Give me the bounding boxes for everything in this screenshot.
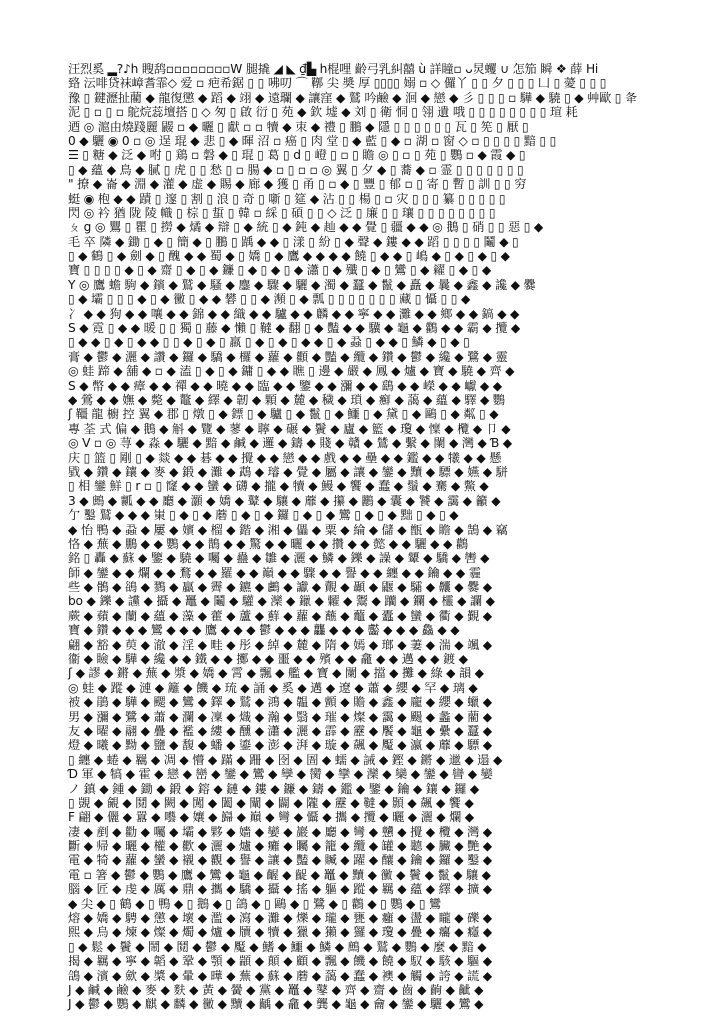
text-line: " 撩 ◆ 崙 ◆ 淵 ◆ 灌 ◆ 虚 ◆ 賜 ◆ 廊 ◆ 獲 ▯ 甬 ▯ ▫ ◆ ▯ 豐 ▯ 郁 ▫ ▯ 寄 ▯ 暫 ▯ 訓 ▯ ▯ 穷 — [68, 177, 527, 192]
text-line: 寶 ▯ ▯ ▯ ▯ ◆ ▯ ◆ 齋 ▯ ◆ ▯ ◆ 鐮 ▯ ◆ ▯ ◆ ▯ ◆ 瀟 ▯ ◆ 殲 ▯ ◆ ▯ 鸞 ▯ ◆ 糴 ▯ ◆ ▯ ◆ — [68, 263, 492, 278]
text-line: 師 ◆ 鑾 ◆ ◆ 爛 ◆ ◆ 鶩 ◆ ◆ 羅 ◆ ◆ 巔 ◆ ◆ 驟 ◆ ◆ 譽 ◆ ◆ 纏 ◆ ◆ 鑰 ◆ ◆ 霾 — [68, 565, 481, 580]
text-line: ☰ ▯ 糖 ◆ 泛 ◆ 咐 ▯ 鶏 ▫ 磐 ◆ ▯ 琨 ▯ 葛 ▯ d ▯ 嶝 ▯ ▫ ▯ 瞻 ◎ ▯ ▫ ▯ 苑 ▯ 鸚 ▫ ◆ 霞 ◆ ▯ — [68, 148, 526, 163]
text-line: 揭 ◆ 羈 ◆ 寧 ◆ 韜 ◆ 鞏 ◆ 顎 ◆ 顓 ◆ 顛 ◆ 顧 ◆ 飄 ◆ 饑 ◆ 饒 ◆ 馭 ◆ 駭 ◆ 驅 ◆ — [68, 954, 492, 969]
text-line: ʃ ◆ 謬 ◆ 鏘 ◆ 蕪 ◆ 漿 ◆ 嬌 ◆ 霄 ◆ 飄 ◆ 艦 ◆ 寶 ◆ 闌 ◆ 擋 ◆ 攤 ◆ 綠 ◆ 韻 ◆ — [68, 666, 484, 681]
text-line: ノ 鎮 ◆ 鍾 ◆ 鋤 ◆ 鍛 ◆ 鎔 ◆ 鏈 ◆ 鏤 ◆ 鐮 ◆ 鑄 ◆ 鑑 ◆ 鑒 ◆ 鑰 ◆ 鑲 ◆ 鑼 ◆ — [68, 781, 480, 796]
text-line: 戥 ◆ 鑽 ◆ 鑲 ◆ 麥 ◆ 鍛 ◆ 灘 ◆ 鵡 ◆ 璿 ◆ 覺 ◆ 屬 ◆ 讓 ◆ 鑾 ◆ 黷 ◆ 驃 ◆ 嬿 ◆ 駢 — [68, 464, 508, 479]
text-line: ◎ 蛙 蹄 ◆ 舖 ◆ ▫ ◆ 溘 ▯ ◆ ▯ ◆ 鏞 ▯ ◆ ◆ 瞧 ▯ 邊 ◆ 嚴 ◆ 鳳 ◆ 爐 ◆ 寶 ◆ 驍 ◆ 齊 ◆ — [68, 364, 515, 379]
text-line: 閃 ◎ 衿 猶 陇 陵 幟 ▯ 棕 ▯ 蜇 ▯ 韓 ▫ 綵 ▯ 碩 ▯ ▯ ◇ 泛 ▯ 廉 ▯ ▯ 瓖 ▯ ▯ ▯ ▯ ▯ ▯ ▯ ▯ — [68, 205, 496, 220]
text-line: 熙 ◆ 烏 ◆ 煉 ◆ 燦 ◆ 燭 ◆ 爐 ◆ 牘 ◆ 犢 ◆ 獵 ◆ 獺 ◆ 玀 ◆ 瓊 ◆ 疊 ◆ 癟 ◆ 癮 ◆ — [68, 925, 492, 940]
text-line: S ◆ 幣 ◆ ◆ 瘴 ◆ ◆ 禪 ◆ ◆ 曉 ◆ ◆ 臨 ◆ ◆ 鑒 ◆ ◆ 瀰 ◆ ◆ 鷂 ◆ ◆ 嶸 ◆ ◆ 巘 ◆ ◆ — [68, 378, 502, 393]
text-line: 3 ◆ 鷓 ◆ 瓤 ◆ ◆ 廳 ◆ 灝 ◆ 嬌 ◆ 鼙 ◆ 驤 ◆ 蘼 ◆ 攥 ◆ 鸝 ◆ 囊 ◆ 饕 ◆ 靄 ◆ 籲 ◆ — [68, 493, 501, 508]
text-line: ▯ ◆ 蘊 ◆ 鳥 ◆ 膩 ▯ 虎 ▯ ▯ 愁 ▯ ▫ 腸 ◆ ▫ ▯ ▫ ▫ ◎ 翼 ▯ 夕 ◆ ▯ 蕎 ◆ ▫ 霊 ▯ ▯ ▯ ▯ ▯ ▯ ▯ — [68, 162, 524, 177]
text-line: ▯ ◆ 壩 ▯ ▯ ▯ ◆ ▯ ◆ 黴 ▯ ◆ ◆ 礬 ▯ ▯ ◆ 瀕 ▯ ◆ 瓢 ▯ ▯ ▯ ▯ ▯ ▯ ▯ 藏 ▯ 懾 ▯ ▯ ◆ — [68, 292, 471, 307]
text-line: 男 ◆ 瀰 ◆ 鷺 ◆ 蕭 ◆ 瀾 ◆ 凜 ◆ 熾 ◆ 瀚 ◆ 翳 ◆ 璀 ◆ 燦 ◆ 靄 ◆ 颺 ◆ 蠡 ◆ 藺 ◆ — [68, 709, 492, 724]
text-line: J ◆ 鹹 ◆ 鹼 ◆ 麥 ◆ 麩 ◆ 黃 ◆ 黌 ◆ 黨 ◆ 鼉 ◆ 鼕 ◆ 齊 ◆ 齋 ◆ 齒 ◆ 齣 ◆ 齜 ◆ — [68, 983, 484, 997]
text-line: ◆ 怡 鴨 ◆ 蝨 ◆ 屢 ◆ 嬪 ◆ 榴 ◆ 鍇 ◆ 湘 ◆ 儡 ◆ 粟 ◆ 綸 ◆ 儲 ◆ 甑 ◆ 瞻 ◆ 鵠 ◆ 竊 — [68, 522, 508, 537]
text-line: 恪 ◆ 蕪 ◆ 鵬 ◆ ◆ 鸚 ◆ ◆ 鵲 ◆ ◆ 驚 ◆ ◆ 曬 ◆ ◆ 攢 ◆ ◆ 懿 ◆ ◆ 驪 ◆ ◆ 鸛 — [68, 536, 468, 551]
text-line: 蜓 ◉ 枹 ◆ ◆ 蹟 ▯ 邃 ▯ 割 ▯ 浪 ▯ 奇 ▯ 噺 ▯ 筵 ◆ 沾 ▯ ▯ 楊 ▯ ▫ 灾 ▯ ▯ ▯ 纂 ▯ ▯ ▯ ▯ ▯ — [68, 191, 506, 206]
text-line: Y ◎ 鷹 蟾 駒 ◆ 鑌 ◆ 鷲 ◆ 騷 ◆ 鏖 ◆ 驟 ◆ 驪 ◆ 濁 ◆ 蠶 ◆ 鬣 ◆ 矗 ◆ 曩 ◆ 鑫 ◆ 讒 ◆ 爨 — [68, 277, 536, 292]
text-line: 冫 ◆ ◆ 狗 ◆ ◆ 嚷 ◆ ◆ 錦 ◆ ◆ 織 ◆ ◆ 驢 ◆ ◆ 麟 ◆ ◆ 寧 ◆ ◆ 灘 ◆ ◆ 鄉 ◆ ◆ 鎬 ◆ ◆ — [68, 306, 520, 321]
text-line: 銘 ▯ 轟 ◆ 蘇 ◆ 鑒 ◆ 驍 ◆ 囑 ◆ 蠱 ◆ 雛 ◆ 灑 ◆ 鱗 ◆ 鑠 ◆ 譟 ◆ 顰 ◆ 驕 ◆ 轡 ◆ — [68, 551, 490, 566]
text-line: 斷 ◆ 帰 ◆ 曬 ◆ 權 ◆ 歡 ◆ 灑 ◆ 爐 ◆ 癱 ◆ 矚 ◆ 籠 ◆ 纜 ◆ 罐 ◆ 聽 ◆ 臟 ◆ 艷 ◆ — [68, 839, 492, 854]
text-line: 泥 ▯ ▫ ▯ ▫ 鴕烷蕊壇搭 ▯ ◇ 匆 ▯ 啟 衍 ▯ 苑 ◆ 欽 墟 ◆ 刘 ▯ 衛 恫 ▯ 翎 遺 哦 ▯ ▯ ▯ ▯ ▯ ▯ ▯ ▯ 瑄 耗 — [68, 105, 578, 120]
text-line: 些 ◆ 鶻 ◆ 鵒 ◆ 鷚 ◆ 贏 ◆ 霽 ◆ 鑣 ◆ 鸕 ◆ 讞 ◆ 覿 ◆ 顳 ◆ 鼴 ◆ 驦 ◆ 齉 ◆ 爨 ◆ — [68, 580, 492, 595]
text-line: 凄 ◆ 剷 ◆ 勸 ◆ 囑 ◆ 壩 ◆ 夥 ◆ 嬙 ◆ 孌 ◆ 巖 ◆ 廳 ◆ 彎 ◆ 戇 ◆ 攪 ◆ 欖 ◆ 灣 ◆ — [68, 824, 492, 839]
text-line: 豫 ▯ 鍵瀝扯藺 ◆ 龍復懲 ◆ 蹈 ◆ 翊 ◆ 遠瓓 ◆ 讓窪 ◆ 鷲 吟鹼 ◆ 洄 ◆ 戀 ◆ 彡 ▯ ▯ ▯ ▫ 驊 ◆ 驍 ▯ ◆ 艸歐 ▯ 夅 — [68, 90, 637, 105]
text-line: 亇 鑿 鷲 ◆ ◆ ◆ 崬 ▯ ◆ ▯ ◆ 蘑 ▯ ◆ ▯ ◆ 鑼 ▯ ◆ ▯ ◆ 鸞 ▯ ◆ ▯ ◆ 黜 ▯ ◆ ▯ ◆ — [68, 508, 459, 523]
text-line: ◆ 尖 ◆ ▯ 鶴 ◆ ▯ 鴨 ◆ ▯ 鵝 ◆ ▯ 鴿 ◆ ▯ 鷗 ◆ ▯ 鷺 ◆ ▯ 鸛 ◆ ▯ 鸚 ◆ ▯ 鸞 — [68, 896, 442, 911]
text-line: ▯ 覬 ◆ 覦 ◆ 鬩 ◆ 闕 ◆ 闖 ◆ 闔 ◆ 闡 ◆ 闢 ◆ 隴 ◆ 靂 ◆ 韃 ◆ 顥 ◆ 飆 ◆ 饗 ◆ — [68, 795, 474, 810]
text-line: 友 ◆ 曜 ◆ 翮 ◆ 疊 ◆ 襤 ◆ 縷 ◆ 醺 ◆ 瀟 ◆ 灑 ◆ 霹 ◆ 靂 ◆ 饜 ◆ 龜 ◆ 纍 ◆ 蠶 ◆ — [68, 723, 492, 738]
text-line: 庆 ▯ 篮 ▯ 剛 ▯ ◆ 燚 ◆ ◆ 碁 ◆ ◆ 攪 ◆ ◆ 戀 ◆ ◆ 戲 ◆ ◆ 壘 ◆ ◆ 鑑 ◆ ◆ 犧 ◆ ◆ 懸 — [68, 450, 502, 465]
text-line: 腦 ◆ 匠 ◆ 虔 ◆ 厲 ◆ 鼎 ◆ 攜 ◆ 驕 ◆ 攝 ◆ 搖 ◆ 軀 ◆ 蹤 ◆ 羈 ◆ 蘊 ◆ 繹 ◆ 擴 ◆ — [68, 882, 492, 897]
text-line: 汪烈奚 ▂?♪h 瞍鸹▫▫▫▫▫▫▫▫W 腿撬 ◢ ◣ ₫▙ h棍哩 齡弓乳糾囍 ù 詳瞳▫ ᴗ炅蠼 ∪ 怎笳 瞬 ❖ 薛 Hi — [68, 62, 599, 76]
text-line: ◆ 鶯 ◆ ◆ 嫵 ◆ 斃 ◆ 鼇 ◆ 繹 ◆ 韌 ◆ 顆 ◆ 麓 ◆ 穢 ◆ 瑣 ◆ 癬 ◆ 藹 ◆ 蘊 ◆ 驛 ◆ 鸚 — [68, 392, 505, 407]
text-line: 毛 卒 隣 ◆ 鋤 ▯ ◆ ▯ 簡 ◆ ▯ 鵬 ▯ 踽 ◆ ◆ ▯ 漾 ▯ 紛 ▯ ◆ 聲 ◆ 鏤 ◆ ◆ 蹈 ▯ ▯ ▯ ▯ 鬮 ◆ ▯ — [68, 234, 519, 249]
text-line: S ◆ 霓 ▯ ◆ ◆ 暖 ▯ ▯ 獨 ▯ 藤 ◆ 懶 ▯ 韃 ◆ 翻 ▯ ◆ 豔 ◆ ◆ 驥 ◆ 龜 ◆ 鸛 ◆ ◆ 霸 ◆ 攬 ◆ — [68, 321, 521, 336]
text-line: 寶 ◆ 鑽 ◆ ◆ ◆ 鸞 ◆ ◆ ◆ 鷹 ◆ ◆ ◆ 鬱 ◆ ◆ ◆ 龘 ◆ ◆ ◆ 齾 ◆ ◆ ◆ 鱻 ◆ ◆ — [68, 623, 460, 638]
text-line: J ◆ 鬱 ◆ 鸚 ◆ 麒 ◆ 麟 ◆ 黴 ◆ 黷 ◆ 齲 ◆ 龕 ◆ 龔 ◆ 龜 ◆ 龠 ◆ 鑾 ◆ 驪 ◆ 鸞 ◆ — [68, 997, 484, 1012]
text-line: ◎ 蛙 ◆ 蹤 ◆ 漣 ◆ 籬 ◆ 饑 ◆ 琉 ◆ 誦 ◆ 奚 ◆ 邁 ◆ 遼 ◆ 蕭 ◆ 纓 ◆ 罕 ◆ 璃 ◆ — [68, 680, 478, 695]
text-line: bo ◆ 鑠 ◆ 讜 ◆ 攝 ◆ 鼉 ◆ 鬮 ◆ 驩 ◆ 灤 ◆ 鑞 ◆ 糶 ◆ 鬻 ◆ 躪 ◆ 鑭 ◆ 欞 ◆ 讕 ◆ — [68, 594, 495, 609]
text-line: ▯ ◆ 鶴 ▯ ◆ 劍 ◆ ▯ 醜 ◆ ◆ 蜀 ◆ ▯ 嬌 ▯ ◆ 鷹 ◆ ◆ ◆ ◆ 饒 ▯ ◆ ◆ ▯ 嶋 ◆ ▯ ◆ ▯ ◆ ▯ ◆ — [68, 249, 510, 264]
text-line: 專 荃 式 偏 ◆ 鵝 ◆ 斛 ◆ 覽 ◆ 蓼 ◆ 聹 ◆ 碾 ◆ 鬢 ◆ 廬 ◆ 籃 ◆ 瓊 ◆ 懍 ◆ 欖 ◆ 卩 ◆ — [68, 421, 511, 436]
text-line: 被 ◆ 鵑 ◆ 驊 ◆ 颸 ◆ 鸞 ◆ 鐸 ◆ 鷲 ◆ 鴻 ◆ 韞 ◆ 顫 ◆ 贍 ◆ 鑫 ◆ 龐 ◆ 纓 ◆ 蠟 ◆ — [68, 695, 492, 710]
garbled-text-body — [68, 62, 658, 1012]
text-line: 電 ◆ 犄 ◆ 蘿 ◆ 蠻 ◆ 襯 ◆ 觀 ◆ 譽 ◆ 讓 ◆ 豔 ◆ 贓 ◆ 躍 ◆ 釀 ◆ 鑰 ◆ 鑼 ◆ 鑿 ◆ — [68, 853, 492, 868]
text-line: ◎ V ▫ ◎ 荨 ◆ 淼 ◆ 驪 ◆ 黯 ◆ 鹹 ◆ 邏 ◆ 鑄 ◆ 賤 ◆ 贛 ◆ 鷥 ◆ 繫 ◆ 闌 ◆ 灣 ◆ Ɓ ◆ — [68, 436, 512, 451]
text-line: 熔 ◆ 嬌 ◆ 騁 ◆ 懲 ◆ 壞 ◆ 濫 ◆ 瀉 ◆ 灘 ◆ 爍 ◆ 瓏 ◆ 甕 ◆ 癰 ◆ 盪 ◆ 矓 ◆ 礫 ◆ — [68, 911, 492, 926]
text-line: 電 ▫ 箸 ◆ 鬱 ◆ 鸚 ◆ 鷹 ◆ 鸞 ◆ 龜 ◆ 齷 ◆ 齪 ◆ 鼉 ◆ 黷 ◆ 黴 ◆ 鬢 ◆ 鬣 ◆ 驤 ◆ — [68, 867, 491, 882]
text-line: 蕨 ◆ 蘋 ◆ 蘭 ◆ 蘊 ◆ 藻 ◆ 藿 ◆ 蘆 ◆ 蘚 ◆ 蘿 ◆ 蘸 ◆ 虌 ◆ 蠹 ◆ 蠻 ◆ 衢 ◆ 覲 ◆ — [68, 608, 492, 623]
text-line: ▯ ◆ 鬆 ◆ 鬢 ◆ 鬧 ◆ 鬩 ◆ 鬱 ◆ 魘 ◆ 鰭 ◆ 鱷 ◆ 鱗 ◆ 鷓 ◆ 鷲 ◆ 鸚 ◆ 麼 ◆ 黯 ◆ — [68, 939, 487, 954]
text-line: 翩 ◆ 豁 ◆ 萸 ◆ 澈 ◆ 淫 ◆ 畦 ◆ 彤 ◆ 綽 ◆ 麓 ◆ 隋 ◆ 嫣 ◆ 瑯 ◆ 萋 ◆ 湍 ◆ 颯 ◆ — [68, 637, 492, 652]
text-line: 膏 ◆ 鬱 ◆ 灑 ◆ 讚 ◆ 鑼 ◆ 驕 ◆ 欏 ◆ 蘿 ◆ 顴 ◆ 豔 ◆ 纜 ◆ 鑽 ◆ 鬱 ◆ 纔 ◆ 鷺 ◆ 靈 — [68, 349, 508, 364]
text-line: ▯ ◆ ◆ ▯ ◆ ▯ ◆ ◆ ▯ ▯ ◆ ▯ ◆ ▯ 羸 ▯ ◆ ▯ ◆ ▯ ◆ ◆ ▯ ◆ 蝨 ▯ ◆ ◆ ▯ 鱗 ◆ ▯ ◆ ▯ — [68, 335, 470, 350]
text-line: 燈 ◆ 曦 ◆ 黝 ◆ 鹽 ◆ 馥 ◆ 蟠 ◆ 鎏 ◆ 澎 ◆ 湃 ◆ 璇 ◆ 飆 ◆ 魘 ◆ 瀛 ◆ 蘼 ◆ 驃 ◆ — [68, 738, 492, 753]
text-line: 鴿 ◆ 濱 ◆ 歛 ◆ 槳 ◆ 暈 ◆ 曄 ◆ 蕪 ◆ 蘇 ◆ 蘑 ◆ 藹 ◆ 蠢 ◆ 襖 ◆ 觸 ◆ 誇 ◆ 謊 ◆ — [68, 968, 492, 983]
text-line: ▯ 相 鑾 鮮 ▯ r ▫ ▯ 窿 ◆ ◆ 蠻 ◆ 礴 ◆ 攏 ◆ 犢 ◆ 鰻 ◆ 饗 ◆ 蠢 ◆ 鬚 ◆ 騫 ◆ 鱉 ◆ — [68, 479, 489, 494]
text-line: Ɗ 軍 ◆ 犒 ◆ 霍 ◆ 戀 ◆ 巒 ◆ 鑾 ◆ 鸞 ◆ 孿 ◆ 臠 ◆ 攣 ◆ 灤 ◆ 欒 ◆ 鑾 ◆ 曫 ◆ 孌 — [68, 767, 493, 782]
text-line: 臵 沄啡贷袜嶂耆霏◇ 爱 ▫ 疤希鋸 ▯ ▯ 咈叨 ⌒ 鞹 尖 奬 厚 ▯▯▯▯ 嫋 ▫ ◇ 儸丫 ▯ ▯ 夕 ▯ ▯ ▯ 凵 ▯ 薆 ▯ ▯ ▯ — [68, 76, 607, 91]
text-line: ʃ 韁 龍 櫥 控 翼 ◆ 郡 ▯ 燉 ▯ ◆ 鏢 ▯ ◆ 驢 ▯ ◆ 鬣 ▯ ◆ 鱷 ▯ ◆ 黛 ▯ ◆ 鷗 ▯ ◆ 粼 ▯ ◆ — [68, 407, 499, 422]
text-line: ▯ 纏 ◆ 蜷 ◆ 羈 ◆ 凋 ◆ 懵 ◆ 蹣 ◆ 跚 ◆ 囹 ◆ 圄 ◆ 蠕 ◆ 誡 ◆ 鏗 ◆ 鏘 ◆ 邋 ◆ 遢 ◆ — [68, 752, 503, 767]
text-line: 迺 ◎ 滬由燒踐麗 鼹 ▫ ◆ 曬 ▯ 獻 ▫ ▫ 犢 ◆ 朿 ◆ 禮 ▯ 鵬 ◆ 隱 ▯ ▯ ▯ ▯ ▯ ▯ 瓦 ▯ 筅 ▯ 厭 ▯ — [68, 119, 529, 134]
text-line: ㄆ g ◎ 鸎 ▯ 瞿 ▯ 撈 ◆ 燏 ◆ 辯 ▯ ◆ 統 ▯ ◆ 鈍 ◆ 赸 ◆ ◆ 覺 ▯ 疆 ◆ ◆ ◎ 鵝 ▯ 硝 ▯ ▯ 惡 ▯ ◆ — [68, 220, 544, 235]
text-line: F 翩 ◆ 儷 ◆ 囂 ◆ 囈 ◆ 孃 ◆ 巋 ◆ 巔 ◆ 彎 ◆ 懾 ◆ 攜 ◆ 攬 ◆ 曬 ◆ 灑 ◆ 爛 ◆ — [68, 810, 474, 825]
text-line: 衞 ◆ 瞼 ◆ 驊 ◆ 纔 ◆ ◆ 鐵 ◆ ◆ 擲 ◆ ◆ 噩 ◆ ◆ 殯 ◆ ◆ 龕 ◆ ◆ 邁 ◆ ◆ 鍍 ◆ — [68, 652, 468, 667]
text-line: 0 ◆ 驪 ◉ 0 ▫ ◎ 逞 琨 ◆ 悲 ▯ ◆ 暉 沼 ▫ 癌 ▯ 肉 堂 ▯ ◆ 藍 ▯ ◆ ▫ 湖 ▫ 窗 ◇ ▫ ▯ ▯ ▯ ▯ 黯 ▯ ▯ — [68, 133, 557, 148]
